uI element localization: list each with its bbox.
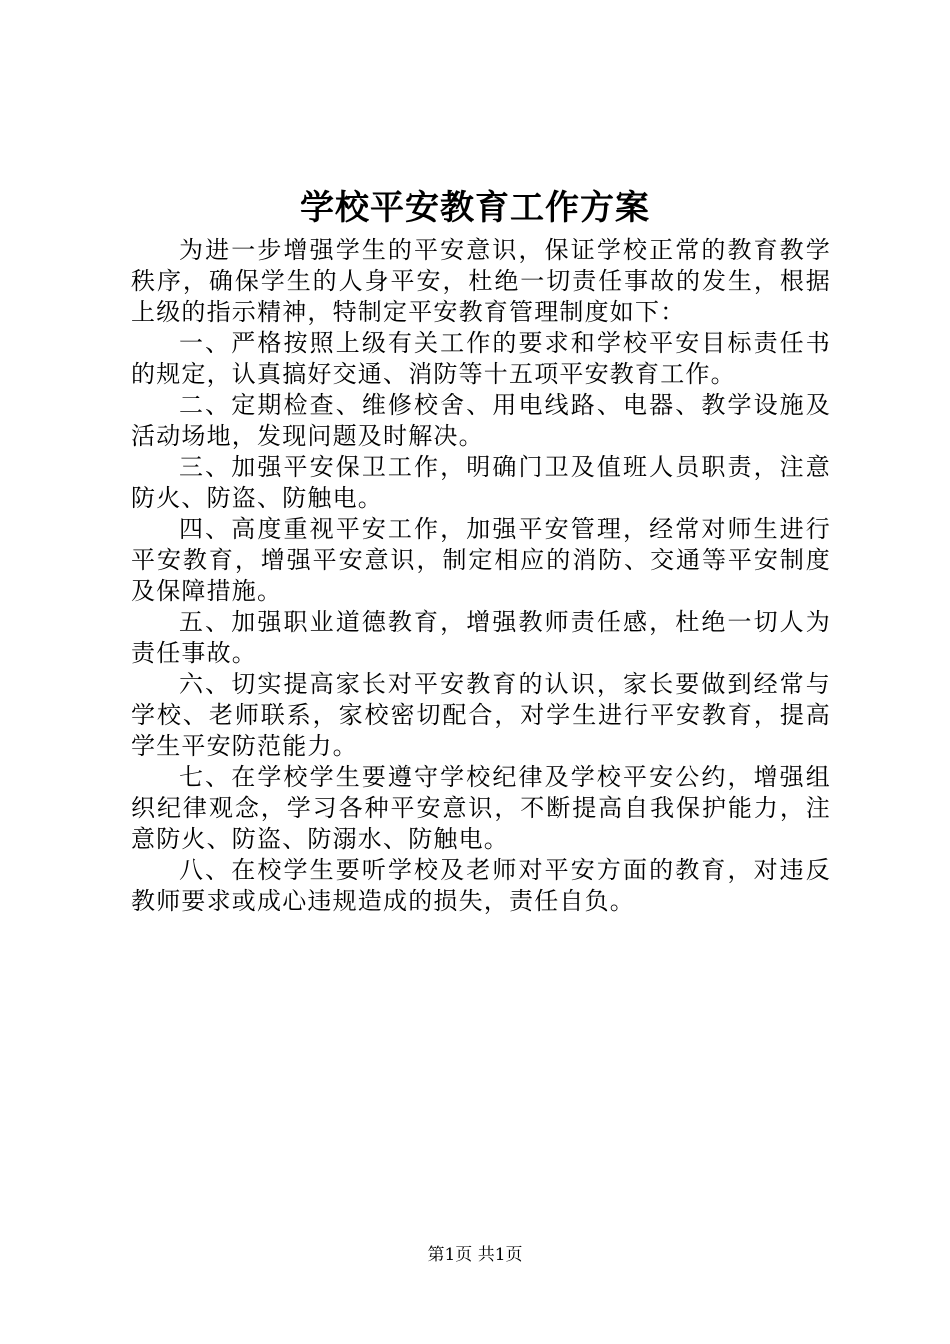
page-title: 学校平安教育工作方案	[300, 188, 650, 228]
rule-paragraph-6: 六、切实提高家长对平安教育的认识，家长要做到经常与学校、老师联系，家校密切配合，对学生进行平安教育，提高学生平安防范能力。	[131, 670, 831, 760]
rule-paragraph-1: 一、严格按照上级有关工作的要求和学校平安目标责任书的规定，认真搞好交通、消防等十五项平安教育工作。	[131, 329, 831, 388]
rule-paragraph-3: 三、加强平安保卫工作，明确门卫及值班人员职责，注意防火、防盗、防触电。	[131, 453, 831, 512]
page-footer: 第1页 共1页	[427, 1245, 523, 1265]
rule-paragraph-5: 五、加强职业道德教育，增强教师责任感，杜绝一切人为责任事故。	[131, 608, 831, 667]
rule-paragraph-7: 七、在学校学生要遵守学校纪律及学校平安公约，增强组织纪律观念，学习各种平安意识，不断提高自我保护能力，注意防火、防盗、防溺水、防触电。	[131, 763, 831, 853]
rule-paragraph-2: 二、定期检查、维修校舍、用电线路、电器、教学设施及活动场地，发现问题及时解决。	[131, 391, 831, 450]
document-body	[131, 235, 831, 917]
intro-paragraph: 为进一步增强学生的平安意识，保证学校正常的教育教学秩序，确保学生的人身平安，杜绝一切责任事故的发生，根据上级的指示精神，特制定平安教育管理制度如下：	[131, 236, 831, 326]
rule-paragraph-8: 八、在校学生要听学校及老师对平安方面的教育，对违反教师要求或成心违规造成的损失，责任自负。	[131, 856, 831, 915]
rule-paragraph-4: 四、高度重视平安工作，加强平安管理，经常对师生进行平安教育，增强平安意识，制定相应的消防、交通等平安制度及保障措施。	[131, 515, 831, 605]
